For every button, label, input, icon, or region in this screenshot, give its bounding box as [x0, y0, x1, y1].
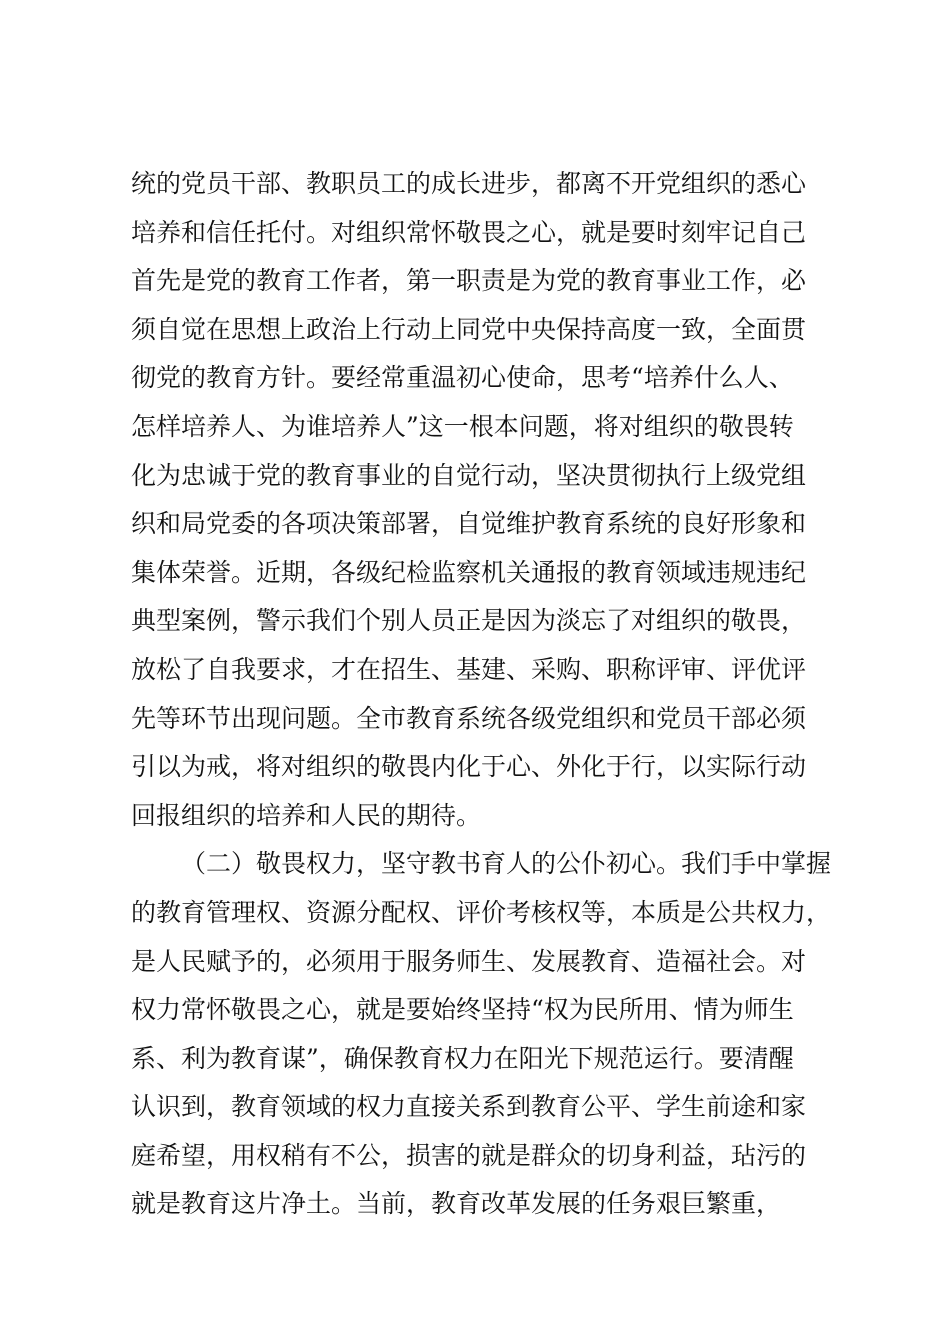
text-line: 就是教育这片净土。当前，教育改革发展的任务艰巨繁重， — [131, 1189, 782, 1219]
text-line: 典型案例，警示我们个别人员正是因为淡忘了对组织的敬畏， — [131, 606, 807, 636]
text-line: 权力常怀敬畏之心，就是要始终坚持“权为民所用、情为师生 — [131, 995, 794, 1025]
text-line: 首先是党的教育工作者，第一职责是为党的教育事业工作，必 — [131, 266, 807, 296]
text-line: 彻党的教育方针。要经常重温初心使命，思考“培养什么人、 — [131, 363, 794, 393]
document-body — [131, 160, 831, 1229]
text-line: 统的党员干部、教职员工的成长进步，都离不开党组织的悉心 — [131, 169, 807, 198]
section-heading-line: （二）敬畏权力，坚守教书育人的公仆初心。我们手中掌握 — [181, 849, 832, 879]
text-line: 须自觉在思想上政治上行动上同党中央保持高度一致，全面贯 — [131, 314, 807, 344]
text-line: 织和局党委的各项决策部署，自觉维护教育系统的良好形象和 — [131, 509, 807, 539]
text-line: 怎样培养人、为谁培养人”这一根本问题，将对组织的敬畏转 — [131, 411, 794, 441]
text-line: 引以为戒，将对组织的敬畏内化于心、外化于行，以实际行动 — [131, 752, 807, 782]
text-line: 回报组织的培养和人民的期待。 — [131, 800, 482, 830]
paragraph-1 — [131, 160, 831, 840]
text-line: 是人民赋予的，必须用于服务师生、发展教育、造福社会。对 — [131, 946, 807, 976]
text-line: 放松了自我要求，才在招生、基建、采购、职称评审、评优评 — [131, 654, 807, 684]
text-line: 集体荣誉。近期，各级纪检监察机关通报的教育领域违规违纪 — [131, 557, 807, 587]
text-line: 培养和信任托付。对组织常怀敬畏之心，就是要时刻牢记自己 — [131, 217, 807, 247]
paragraph-2 — [131, 840, 831, 1229]
text-line: 系、利为教育谋”，确保教育权力在阳光下规范运行。要清醒 — [131, 1043, 794, 1073]
text-line: 的教育管理权、资源分配权、评价考核权等，本质是公共权力， — [131, 897, 832, 927]
text-line: 庭希望，用权稍有不公，损害的就是群众的切身利益，玷污的 — [131, 1140, 807, 1170]
text-line: 化为忠诚于党的教育事业的自觉行动，坚决贯彻执行上级党组 — [131, 460, 807, 490]
text-line: 认识到，教育领域的权力直接关系到教育公平、学生前途和家 — [131, 1092, 807, 1122]
text-line: 先等环节出现问题。全市教育系统各级党组织和党员干部必须 — [131, 703, 807, 733]
